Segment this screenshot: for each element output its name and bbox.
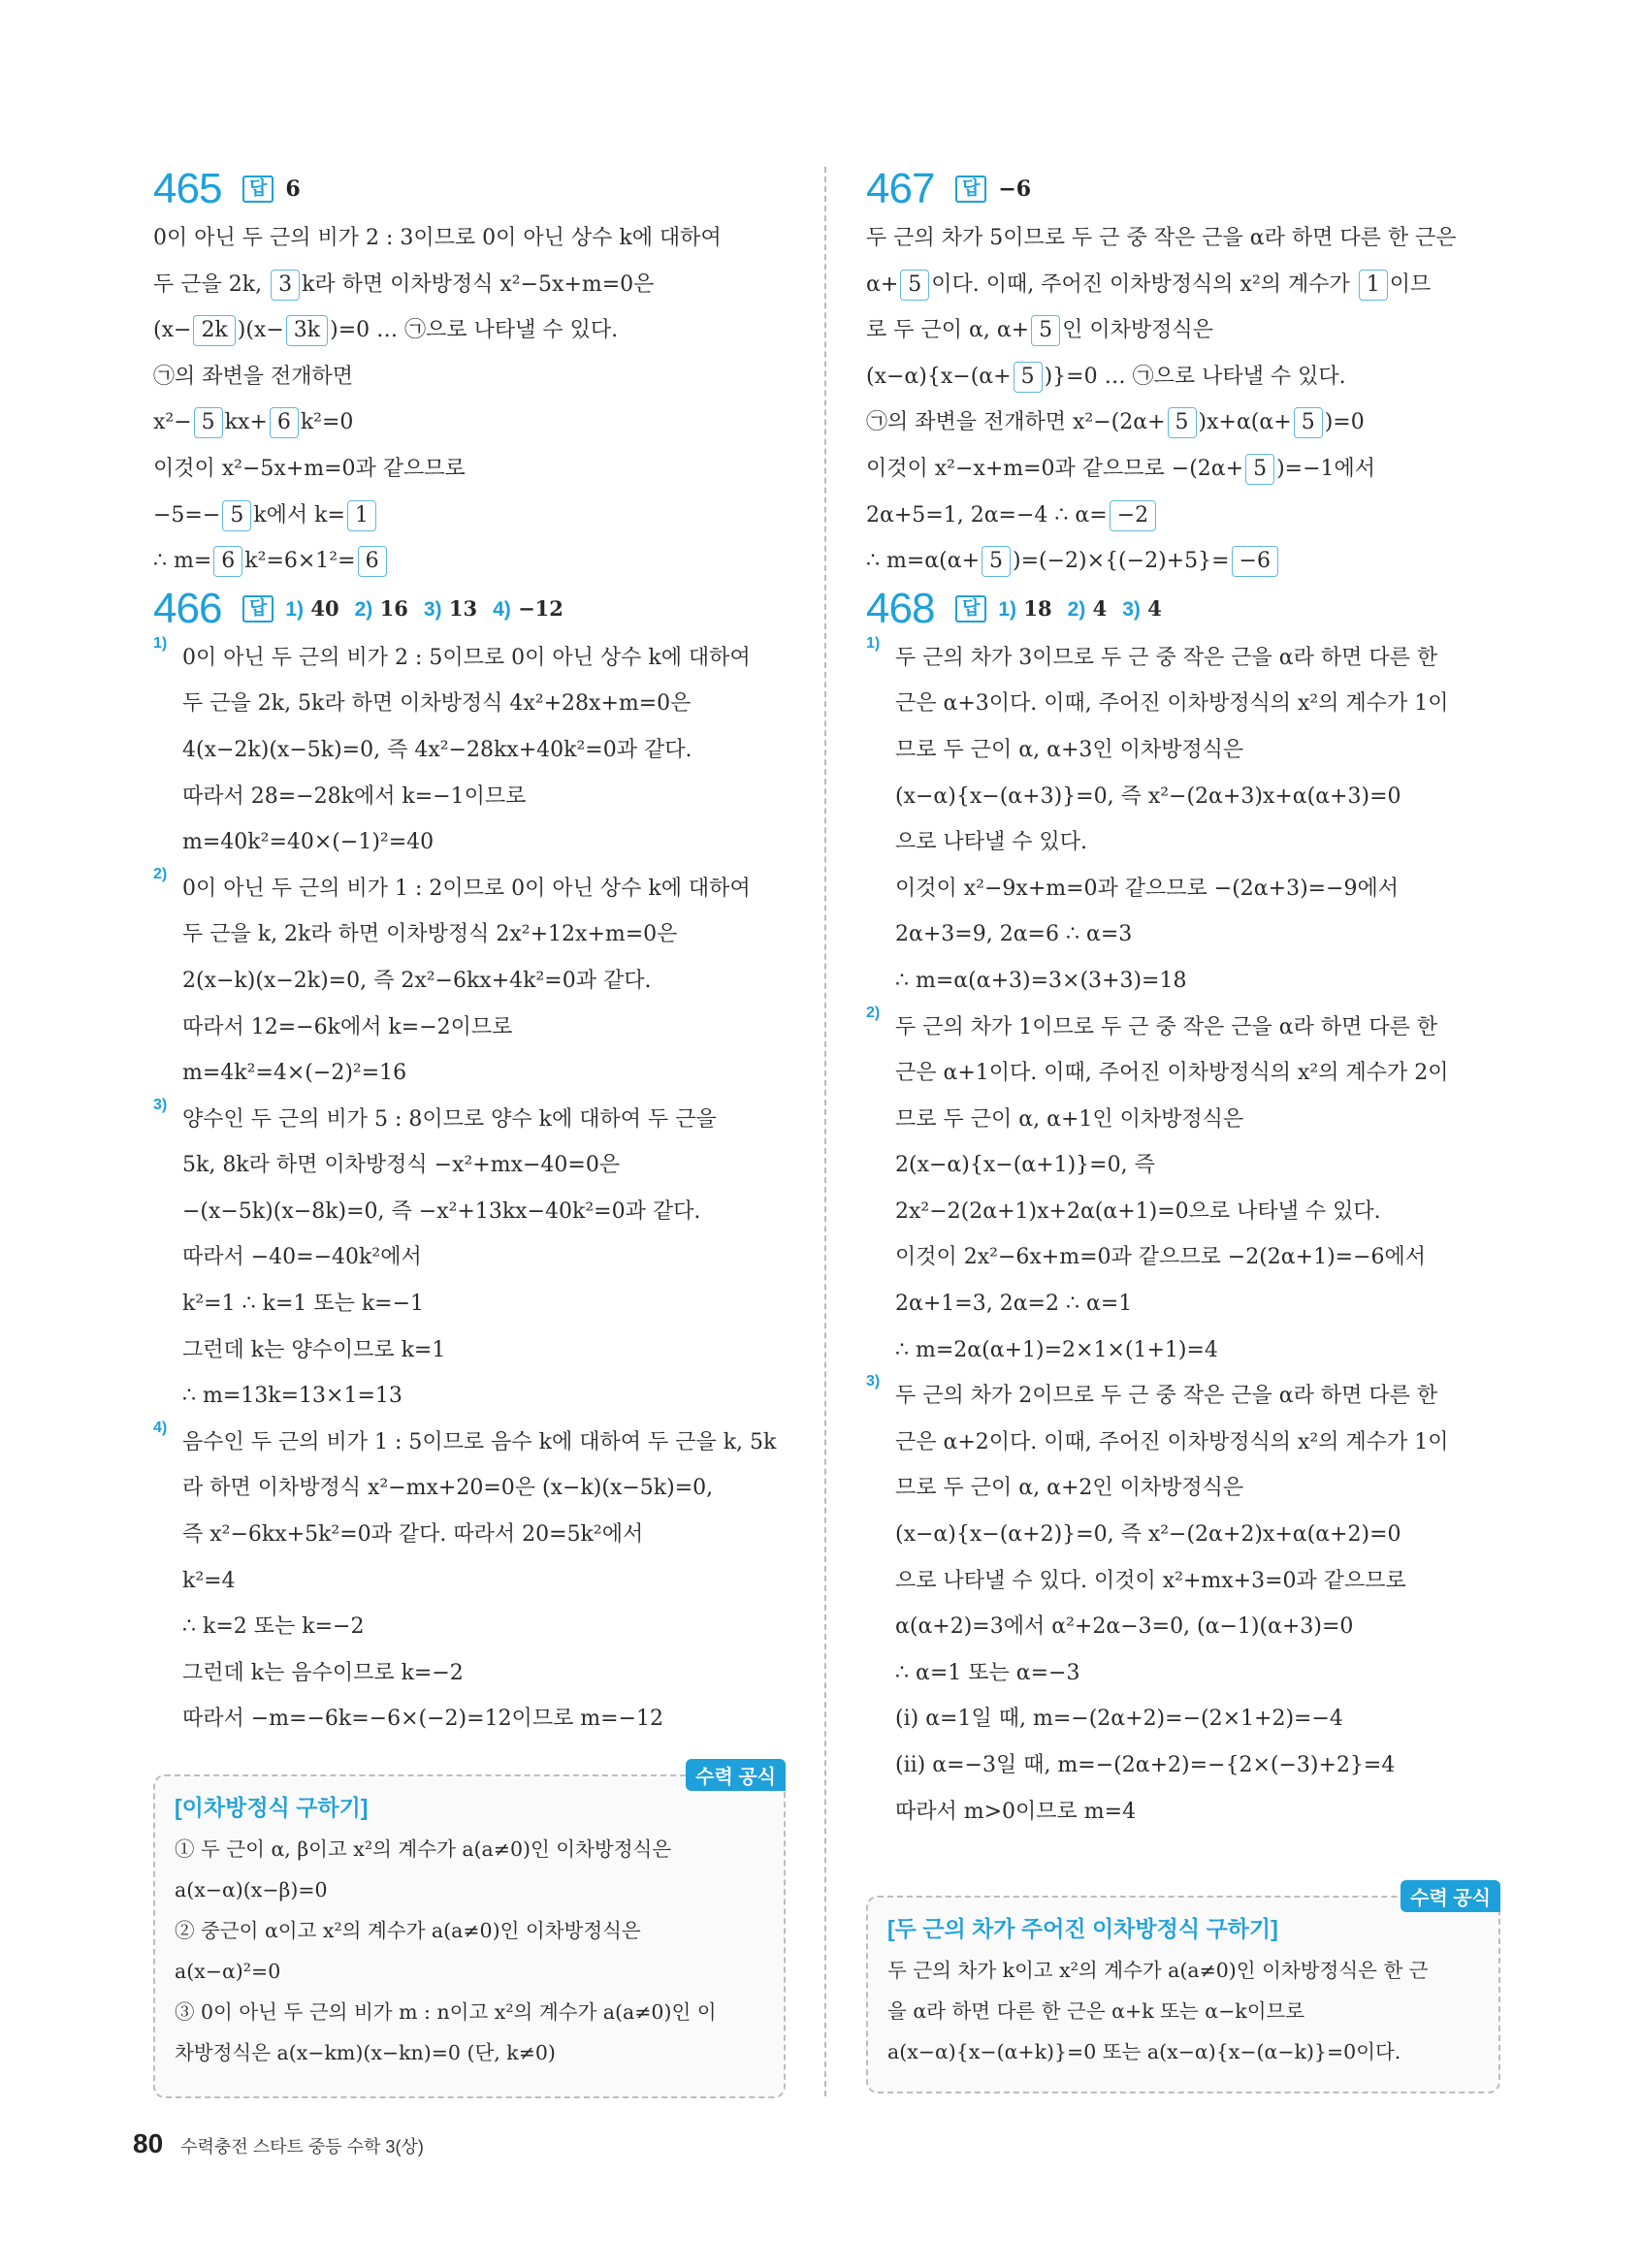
answer-box: 5 — [1294, 407, 1323, 438]
solution-line: −(x−5k)(x−8k)=0, 즉 −x²+13kx−40k²=0과 같다. — [182, 1198, 701, 1224]
solution-line — [866, 446, 1498, 493]
solution-line: 그런데 k는 음수이므로 k=−2 — [182, 1660, 464, 1685]
solution-line — [866, 538, 1498, 585]
text-segment: α+ — [866, 272, 899, 297]
solution-line: ∴ k=2 또는 k=−2 — [182, 1614, 365, 1640]
answer-value: −6 — [998, 176, 1032, 202]
answer-box: 5 — [194, 407, 223, 438]
text-segment: 인 이차방정식은 — [1062, 318, 1213, 343]
answer-tag: 답 — [242, 176, 274, 203]
answer-box: 5 — [1168, 407, 1197, 438]
solution-line: ∴ m=α(α+3)=3×(3+3)=18 — [895, 968, 1187, 993]
solution-line: (ⅱ) α=−3일 때, m=−(2α+2)=−{2×(−3)+2}=4 — [895, 1753, 1396, 1777]
sub-problem — [866, 1005, 1498, 1374]
solution-line: 그런데 k는 양수이므로 k=1 — [182, 1337, 446, 1362]
text-segment: k라 하면 이차방정식 x²−5x+m=0은 — [302, 272, 655, 297]
sub-problem — [153, 1420, 784, 1742]
solution-line — [866, 307, 1498, 354]
text-segment: (x− — [153, 318, 192, 343]
solution-line — [153, 399, 784, 446]
text-segment: ㉠의 좌변을 전개하면 x²−(2α+ — [866, 410, 1166, 435]
solution-line: 따라서 28=−28k에서 k=−1이므로 — [182, 783, 527, 809]
answer-box: 3 — [271, 270, 300, 301]
solution-line: 두 근의 차가 1이므로 두 근 중 작은 근을 α라 하면 다른 한 — [895, 1014, 1438, 1039]
solution-line — [153, 307, 784, 354]
problem-header — [866, 165, 1498, 213]
sub-problem-body — [895, 1005, 1498, 1374]
right-column — [866, 165, 1498, 1835]
solution-line: 따라서 12=−6k에서 k=−2이므로 — [182, 1014, 513, 1039]
answer-box: 5 — [900, 270, 929, 301]
solution-line: (x−α){x−(α+3)}=0, 즉 x²−(2α+3)x+α(α+3)=0 — [895, 783, 1401, 809]
text-segment: ∴ m= — [153, 549, 212, 574]
answer-index: 2) — [1067, 597, 1086, 621]
solution-line: 2α+3=9, 2α=6 ∴ α=3 — [895, 922, 1133, 947]
page-footer — [133, 2128, 424, 2159]
left-column — [153, 165, 784, 1742]
answer-item — [1068, 596, 1108, 622]
formula-box-quadratic — [153, 1767, 786, 2098]
column-divider — [824, 167, 826, 2096]
answer-box: 5 — [1245, 454, 1274, 485]
solution-line: α(α+2)=3에서 α²+2α−3=0, (α−1)(α+3)=0 — [895, 1614, 1354, 1640]
sub-problem — [866, 635, 1498, 1005]
solution-line: 이것이 x²−9x+m=0과 같으므로 −(2α+3)=−9에서 — [895, 876, 1400, 901]
problem-number: 466 — [153, 584, 222, 632]
answer-box: 2k — [193, 315, 235, 346]
answer-box: 3k — [286, 315, 328, 346]
solution-line: ㉠의 좌변을 전개하면 — [153, 364, 354, 389]
sub-problem-body — [182, 635, 784, 866]
solution-line: 즉 x²−6kx+5k²=0과 같다. 따라서 20=5k²에서 — [182, 1522, 644, 1548]
problem-466 — [153, 585, 784, 1742]
book-title: 수력충전 스타트 중등 수학 3(상) — [180, 2137, 424, 2156]
text-segment: kx+ — [224, 410, 268, 435]
solution-line — [866, 493, 1498, 539]
page-number: 80 — [133, 2128, 164, 2158]
answer-box: 5 — [222, 500, 251, 531]
solution-line — [866, 399, 1498, 446]
answer-index: 2) — [354, 597, 373, 621]
solution-line — [153, 493, 784, 539]
answer-box: 5 — [982, 546, 1011, 577]
sub-problem-body — [895, 1373, 1498, 1835]
solution-line: 5k, 8k라 하면 이차방정식 −x²+mx−40=0은 — [182, 1153, 621, 1178]
answer-item — [1122, 596, 1162, 622]
solution-line: 으로 나타낼 수 있다. — [895, 830, 1087, 855]
solution-line: 두 근의 차가 3이므로 두 근 중 작은 근을 α라 하면 다른 한 — [895, 645, 1438, 670]
text-segment: 이다. 이때, 주어진 이차방정식의 x²의 계수가 — [931, 272, 1357, 297]
solution-line: ∴ m=2α(α+1)=2×1×(1+1)=4 — [895, 1337, 1218, 1362]
answer-tag: 답 — [242, 595, 274, 623]
answer-item — [355, 596, 408, 622]
problem-number: 465 — [153, 165, 222, 212]
answer-box: −2 — [1110, 500, 1156, 531]
solution-line: m=40k²=40×(−1)²=40 — [182, 830, 435, 855]
text-segment: (x−α){x−(α+ — [866, 364, 1012, 389]
answer-value: 4 — [1147, 595, 1162, 621]
solution-line: 라 하면 이차방정식 x²−mx+20=0은 (x−k)(x−5k)=0, — [182, 1476, 714, 1501]
formula-tag: 수력 공식 — [1401, 1880, 1500, 1912]
text-segment: 이므 — [1389, 272, 1432, 297]
solution-line: 따라서 −m=−6k=−6×(−2)=12이므로 m=−12 — [182, 1707, 664, 1732]
text-segment: 두 근을 2k, — [153, 272, 270, 297]
answer-tag: 답 — [955, 176, 986, 203]
answer-value: 18 — [1023, 595, 1052, 621]
answer-item — [285, 596, 338, 622]
solution-line: 따라서 −40=−40k²에서 — [182, 1245, 422, 1270]
answer-value: −12 — [518, 595, 563, 621]
solution-line: k²=1 ∴ k=1 또는 k=−1 — [182, 1292, 425, 1317]
solution-line: 2x²−2(2α+1)x+2α(α+1)=0으로 나타낼 수 있다. — [895, 1198, 1381, 1224]
answer-box: 6 — [270, 407, 299, 438]
problem-467 — [866, 165, 1498, 585]
text-segment: x²− — [153, 410, 192, 435]
formula-line: a(x−α)(x−β)=0 — [175, 1878, 328, 1901]
solution-line: 2α+1=3, 2α=2 ∴ α=1 — [895, 1292, 1133, 1317]
answer-box: −6 — [1232, 546, 1278, 577]
solution-line: 므로 두 근이 α, α+1인 이차방정식은 — [895, 1106, 1244, 1132]
solution-line: 근은 α+1이다. 이때, 주어진 이차방정식의 x²의 계수가 2이 — [895, 1061, 1449, 1086]
solution-line: 0이 아닌 두 근의 비가 1 : 2이므로 0이 아닌 상수 k에 대하여 — [182, 876, 751, 901]
solution-line — [866, 262, 1498, 308]
answer-item — [424, 596, 477, 622]
answer-tag: 답 — [955, 595, 986, 623]
answer-box: 1 — [1359, 270, 1388, 301]
formula-line: a(x−α)²=0 — [175, 1960, 281, 1983]
solution-line: 므로 두 근이 α, α+2인 이차방정식은 — [895, 1476, 1244, 1501]
text-segment: 2α+5=1, 2α=−4 ∴ α= — [866, 502, 1108, 527]
solution-line: 두 근을 2k, 5k라 하면 이차방정식 4x²+28x+m=0은 — [182, 691, 692, 717]
answer-value: 13 — [448, 595, 478, 621]
problem-header — [153, 585, 784, 633]
solution-line: 4(x−2k)(x−5k)=0, 즉 4x²−28kx+40k²=0과 같다. — [182, 737, 692, 762]
problem-468 — [866, 585, 1498, 1835]
text-segment: k²=0 — [300, 410, 354, 435]
problem-header — [866, 585, 1498, 633]
sub-problem-body — [182, 1097, 784, 1420]
sub-problem-body — [182, 866, 784, 1097]
sub-problem-number: 1) — [866, 634, 881, 652]
text-segment: )}=0 … ㉠으로 나타낼 수 있다. — [1044, 364, 1346, 389]
solution-line: 두 근을 k, 2k라 하면 이차방정식 2x²+12x+m=0은 — [182, 922, 678, 947]
text-segment: )x+α(α+ — [1198, 410, 1292, 435]
sub-problem-number: 2) — [866, 1004, 881, 1021]
text-segment: )=0 … ㉠으로 나타낼 수 있다. — [330, 318, 619, 343]
solution-line: 이것이 2x²−6x+m=0과 같으므로 −2(2α+1)=−6에서 — [895, 1245, 1427, 1270]
solution-line: 0이 아닌 두 근의 비가 2 : 3이므로 0이 아닌 상수 k에 대하여 — [153, 226, 722, 250]
sub-problem-body — [182, 1420, 784, 1742]
sub-problem-body — [895, 635, 1498, 1005]
solution-line: 두 근의 차가 5이므로 두 근 중 작은 근을 α라 하면 다른 한 근은 — [866, 226, 1457, 250]
solution-line: k²=4 — [182, 1568, 236, 1593]
solution-line: 2(x−k)(x−2k)=0, 즉 2x²−6kx+4k²=0과 같다. — [182, 968, 652, 993]
formula-line: 두 근의 차가 k이고 x²의 계수가 a(a≠0)인 이차방정식은 한 근 — [887, 1959, 1429, 1982]
sub-problem-number: 3) — [153, 1096, 168, 1113]
text-segment: )=(−2)×{(−2)+5}= — [1013, 549, 1230, 574]
solution-line: ∴ m=13k=13×1=13 — [182, 1384, 402, 1409]
formula-box-root-difference — [866, 1888, 1500, 2093]
problem-number: 468 — [866, 584, 935, 632]
answer-value: 16 — [379, 595, 408, 621]
text-segment: )(x− — [237, 318, 284, 343]
answer-index: 3) — [1122, 597, 1141, 621]
solution-line: (ⅰ) α=1일 때, m=−(2α+2)=−(2×1+2)=−4 — [895, 1707, 1343, 1732]
sub-problem-number: 3) — [866, 1373, 881, 1390]
answer-value: 6 — [285, 176, 301, 202]
sub-problem — [153, 635, 784, 866]
solution-line: 이것이 x²−5x+m=0과 같으므로 — [153, 456, 466, 481]
text-segment: 이것이 x²−x+m=0과 같으므로 −(2α+ — [866, 456, 1244, 481]
answer-index: 1) — [998, 597, 1017, 621]
solution-line: 따라서 m>0이므로 m=4 — [895, 1799, 1137, 1824]
sub-problem-number: 4) — [153, 1419, 168, 1436]
solution-line: 으로 나타낼 수 있다. 이것이 x²+mx+3=0과 같으므로 — [895, 1568, 1406, 1593]
sub-problem — [153, 866, 784, 1097]
answer-item — [493, 596, 563, 622]
solution-line: 근은 α+3이다. 이때, 주어진 이차방정식의 x²의 계수가 1이 — [895, 691, 1449, 717]
sub-problem-number: 1) — [153, 634, 168, 652]
answer-box: 1 — [347, 500, 376, 531]
sub-problem-number: 2) — [153, 865, 168, 882]
solution-line: 음수인 두 근의 비가 1 : 5이므로 음수 k에 대하여 두 근을 k, 5k — [182, 1429, 777, 1454]
answer-item — [998, 596, 1051, 622]
formula-title: [두 근의 차가 주어진 이차방정식 구하기] — [887, 1916, 1278, 1941]
solution-line: 두 근의 차가 2이므로 두 근 중 작은 근을 α라 하면 다른 한 — [895, 1384, 1438, 1409]
answer-box: 6 — [358, 546, 387, 577]
formula-title: [이차방정식 구하기] — [175, 1795, 369, 1820]
text-segment: k²=6×1²= — [244, 549, 356, 574]
formula-line: 을 α라 하면 다른 한 근은 α+k 또는 α−k이므로 — [887, 1999, 1305, 2023]
solution-line — [866, 354, 1498, 400]
solution-line: 2(x−α){x−(α+1)}=0, 즉 — [895, 1153, 1155, 1178]
problem-number: 467 — [866, 165, 935, 212]
answer-box: 6 — [213, 546, 242, 577]
solution-line — [153, 538, 784, 585]
solution-line: 근은 α+2이다. 이때, 주어진 이차방정식의 x²의 계수가 1이 — [895, 1429, 1449, 1454]
solution-line: 양수인 두 근의 비가 5 : 8이므로 양수 k에 대하여 두 근을 — [182, 1106, 717, 1132]
solution-line: (x−α){x−(α+2)}=0, 즉 x²−(2α+2)x+α(α+2)=0 — [895, 1522, 1401, 1548]
text-segment: −5=− — [153, 502, 221, 527]
answer-box: 5 — [1014, 362, 1043, 393]
solution-line: 0이 아닌 두 근의 비가 2 : 5이므로 0이 아닌 상수 k에 대하여 — [182, 645, 751, 670]
text-segment: 로 두 근이 α, α+ — [866, 318, 1030, 343]
text-segment: )=−1에서 — [1276, 456, 1376, 481]
solution-line: 므로 두 근이 α, α+3인 이차방정식은 — [895, 737, 1244, 762]
formula-line: ③ 0이 아닌 두 근의 비가 m : n이고 x²의 계수가 a(a≠0)인 이 — [175, 2000, 717, 2024]
text-segment: k에서 k= — [253, 502, 345, 527]
answer-index: 1) — [285, 597, 305, 621]
problem-header — [153, 165, 784, 213]
solution-line: m=4k²=4×(−2)²=16 — [182, 1061, 407, 1086]
text-segment: ∴ m=α(α+ — [866, 549, 981, 574]
answer-index: 3) — [423, 597, 442, 621]
sub-problem — [866, 1373, 1498, 1835]
problem-465 — [153, 165, 784, 585]
formula-line: 차방정식은 a(x−km)(x−kn)=0 (단, k≠0) — [175, 2041, 556, 2064]
solution-line: ∴ α=1 또는 α=−3 — [895, 1660, 1080, 1685]
formula-line: ① 두 근이 α, β이고 x²의 계수가 a(a≠0)인 이차방정식은 — [175, 1837, 672, 1861]
formula-tag: 수력 공식 — [686, 1759, 786, 1791]
answer-value: 40 — [310, 595, 339, 621]
formula-line: ② 중근이 α이고 x²의 계수가 a(a≠0)인 이차방정식은 — [175, 1919, 641, 1942]
solution-line — [153, 262, 784, 308]
answer-value: 4 — [1092, 595, 1108, 621]
sub-problem — [153, 1097, 784, 1420]
answer-index: 4) — [493, 597, 511, 621]
formula-line: a(x−α){x−(α+k)}=0 또는 a(x−α){x−(α−k)}=0이다. — [887, 2040, 1401, 2063]
text-segment: )=0 — [1324, 410, 1365, 435]
answer-box: 5 — [1031, 315, 1060, 346]
